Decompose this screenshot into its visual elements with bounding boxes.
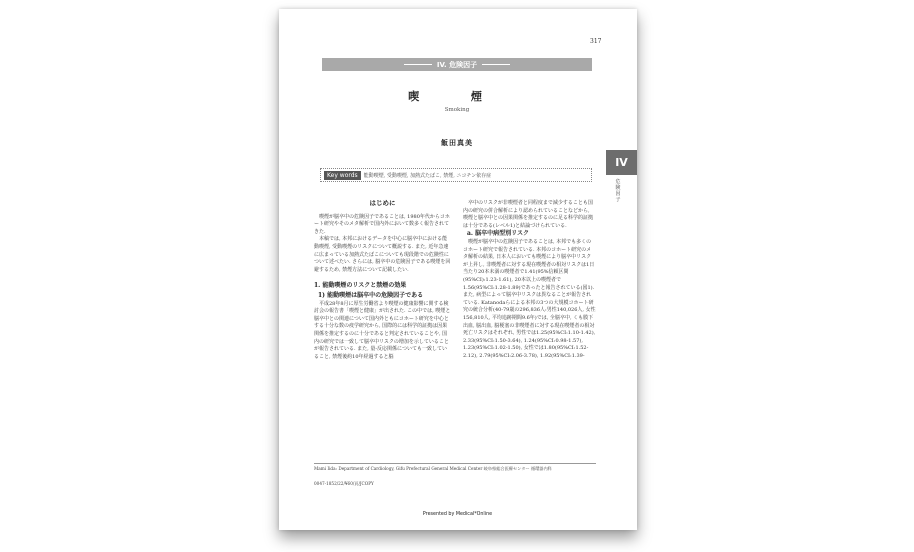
intro-heading: はじめに [369, 199, 396, 207]
body-column-right [463, 200, 596, 360]
footer-divider [314, 463, 596, 464]
right-paragraph-1: 卒中のリスクが非喫煙者と同程度まで減少することも国内の研究の併合解析により認められていることなどから, 喫煙と脳卒中との因果関係を推定するのに足る科学的証拠は十分である(レベル1)と結論づけられている. [463, 200, 594, 229]
author-affiliation: Mami Iida: Department of Cardiology, Gifu Prefectural General Medical Center 岐阜県総合医療センター 循環器内科 [314, 466, 552, 471]
intro-paragraph-2: 本稿では, 本邦におけるデータを中心に脳卒中における能動喫煙, 受動喫煙のリスクについて概説する. また, 近年急速に広まっている加熱式たばこについても現段階での危険性について述べたい. さらには, 脳卒中の危険因子である喫煙を回避するため, 禁煙方法について記載したい. [314, 236, 451, 273]
band-rule-right [482, 64, 510, 65]
article-title: 喫 煙 [408, 90, 506, 103]
section-label: IV. 危険因子 [436, 60, 478, 69]
body-column-left [314, 200, 451, 361]
chapter-tab-caption: 危険因子 [615, 179, 621, 203]
section-header-band [322, 58, 592, 71]
section-1-paragraph: 平成28年8月に厚生労働省より喫煙の健康影響に関する検討会の報告書「喫煙と健康」が出された. この中では, 喫煙と脳卒中との関連について国内外ともにコホート研究を中心とする十分な数の疫学研究から, 国際的には科学的証拠は因果関係を推定するのに十分であると判定されていることや, 国内の研究では一致して脳卒中リスクの増加を示していることが報告されている. また, 量-反応関係についても一致していること, 禁煙後約10年経過すると脳 [314, 300, 451, 360]
article-subtitle: Smoking [444, 107, 470, 113]
chapter-tab-numeral: IV [615, 156, 628, 169]
band-rule-left [404, 64, 432, 65]
chapter-tab [606, 150, 637, 175]
section-1-subheading: 1) 能動喫煙は脳卒中の危険因子である [318, 291, 424, 299]
keywords-box [320, 168, 592, 182]
keywords-label: Key words [324, 171, 361, 180]
author-name: 飯田真美 [441, 138, 473, 147]
presented-by: Presented by Medical*Online [422, 512, 493, 517]
section-1-heading: 1. 能動喫煙のリスクと禁煙の効果 [314, 282, 407, 290]
page-number: 317 [590, 38, 602, 45]
right-subheading: a. 脳卒中病型別リスク [467, 230, 529, 238]
publication-code: 0047-1852/22/¥60/頁/JCOPY [314, 481, 374, 486]
right-paragraph-2: 喫煙が脳卒中の危険因子であることは, 本邦でも多くのコホート研究で報告されている. 本邦のコホート研究のメタ解析の結果, 日本人においても喫煙により脳卒中リスクが上昇し, 非喫煙者に対する現在喫煙者の相対リスクは1日当たり20本未満の喫煙者で1.41(95%信頼区間(95%CI):1.23-1.61), 20本以上の喫煙者で1.56(95%CI:1.28-1.89)であったと報告されている(図1). また, 病型によって脳卒中リスクは異なることが報告されている. Katanodaらによる本邦の3つの大規模コホート研究の統合分析(40-79歳の296,836人:男性140,026人, 女性156,810人, 平均追跡期間9.6年)では, 全脳卒中, くも膜下出血, 脳出血, 脳梗塞の非喫煙者に対する現在喫煙者の相対死亡リスクはそれぞれ, 男性では1.25(95%CI:1.10-1.42), 2.33(95%CI:1.50-3.64), 1.24(95%CI:0.98-1.57), 1.23(95%CI:1.02-1.50), 女性では1.80(95%CI:1.52-2.12), 2.79(95%CI:2.06-3.78), 1.92(95%CI:1.39- [463, 238, 596, 359]
keywords-text: 能動喫煙, 受動喫煙, 加熱式たばこ, 禁煙, ニコチン依存症 [363, 172, 492, 179]
intro-paragraph-1: 喫煙が脳卒中の危険因子であることは, 1980年代からコホート研究やそのメタ解析で国内外において数多く報告されてきた. [314, 213, 450, 235]
